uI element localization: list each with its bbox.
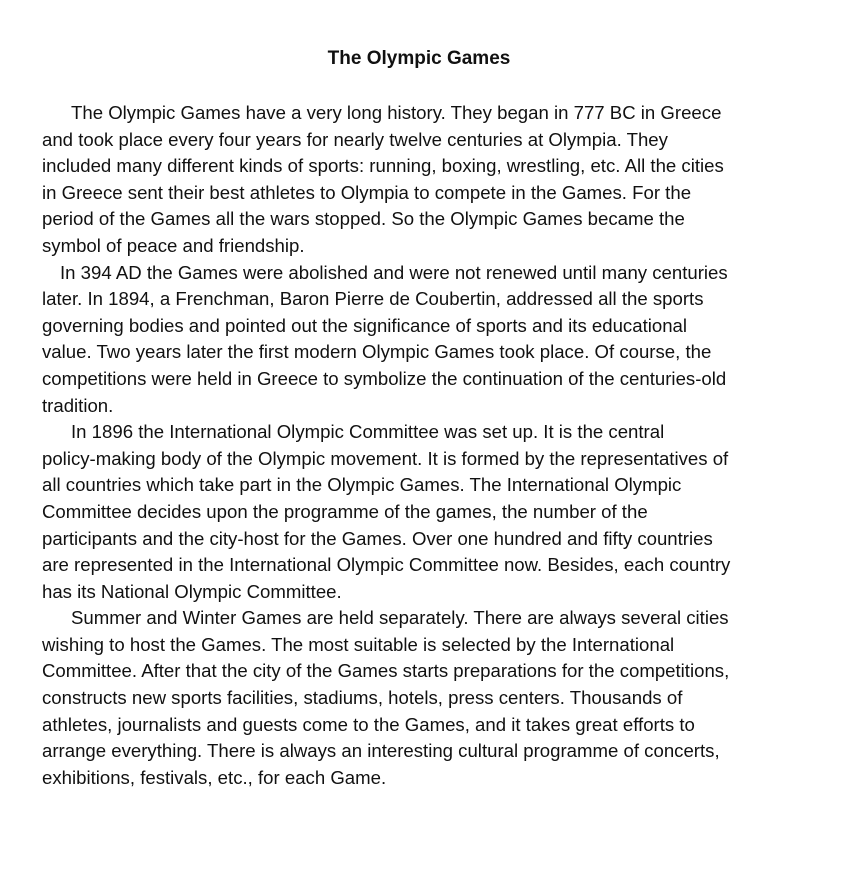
paragraph-line: Summer and Winter Games are held separately. There are always several cities [71,607,729,629]
paragraph-1 [42,100,832,260]
paragraph-line: included many different kinds of sports: running, boxing, wrestling, etc. All the cities [42,155,724,177]
paragraph-line: period of the Games all the wars stopped. So the Olympic Games became the [42,208,685,230]
paragraph-line: athletes, journalists and guests come to the Games, and it takes great efforts to [42,713,695,735]
paragraph-line: arrange everything. There is always an interesting cultural programme of concerts, [42,740,720,762]
paragraph-line: all countries which take part in the Olympic Games. The International Olympic [42,474,682,496]
paragraph-line: competitions were held in Greece to symbolize the continuation of the centuries-old [42,367,727,389]
paragraph-line: The Olympic Games have a very long history. They began in 777 BC in Greece [71,102,722,123]
paragraph-line: tradition. [42,394,114,416]
paragraph-line: are represented in the International Olympic Committee now. Besides, each country [42,554,731,576]
paragraph-line: exhibitions, festivals, etc., for each Game. [42,766,387,788]
paragraph-line: In 394 AD the Games were abolished and were not renewed until many centuries [60,261,728,283]
paragraph-line: value. Two years later the first modern Olympic Games took place. Of course, the [42,341,712,363]
document-title: The Olympic Games [327,48,511,69]
paragraph-line: constructs new sports facilities, stadiums, hotels, press centers. Thousands of [42,687,683,709]
paragraph-line: Committee. After that the city of the Games starts preparations for the competitions, [42,660,730,682]
paragraph-line: policy-making body of the Olympic movement. It is formed by the representatives of [42,447,729,469]
paragraph-line: In 1896 the International Olympic Committee was set up. It is the central [71,421,665,443]
paragraph-2 [42,260,832,420]
paragraph-line: wishing to host the Games. The most suitable is selected by the International [42,633,675,655]
document-body [42,100,832,791]
paragraph-line: symbol of peace and friendship. [42,234,305,256]
paragraph-4 [42,605,832,791]
paragraph-line: has its National Olympic Committee. [42,580,342,602]
paragraph-line: participants and the city-host for the Games. Over one hundred and fifty countries [42,527,713,549]
paragraph-line: in Greece sent their best athletes to Olympia to compete in the Games. For the [42,181,692,203]
paragraph-3 [42,419,832,605]
paragraph-line: later. In 1894, a Frenchman, Baron Pierre de Coubertin, addressed all the sports [42,288,704,310]
paragraph-line: governing bodies and pointed out the significance of sports and its educational [42,314,688,336]
paragraph-line: and took place every four years for nearly twelve centuries at Olympia. They [42,128,668,150]
paragraph-line: Committee decides upon the programme of the games, the number of the [42,500,648,522]
